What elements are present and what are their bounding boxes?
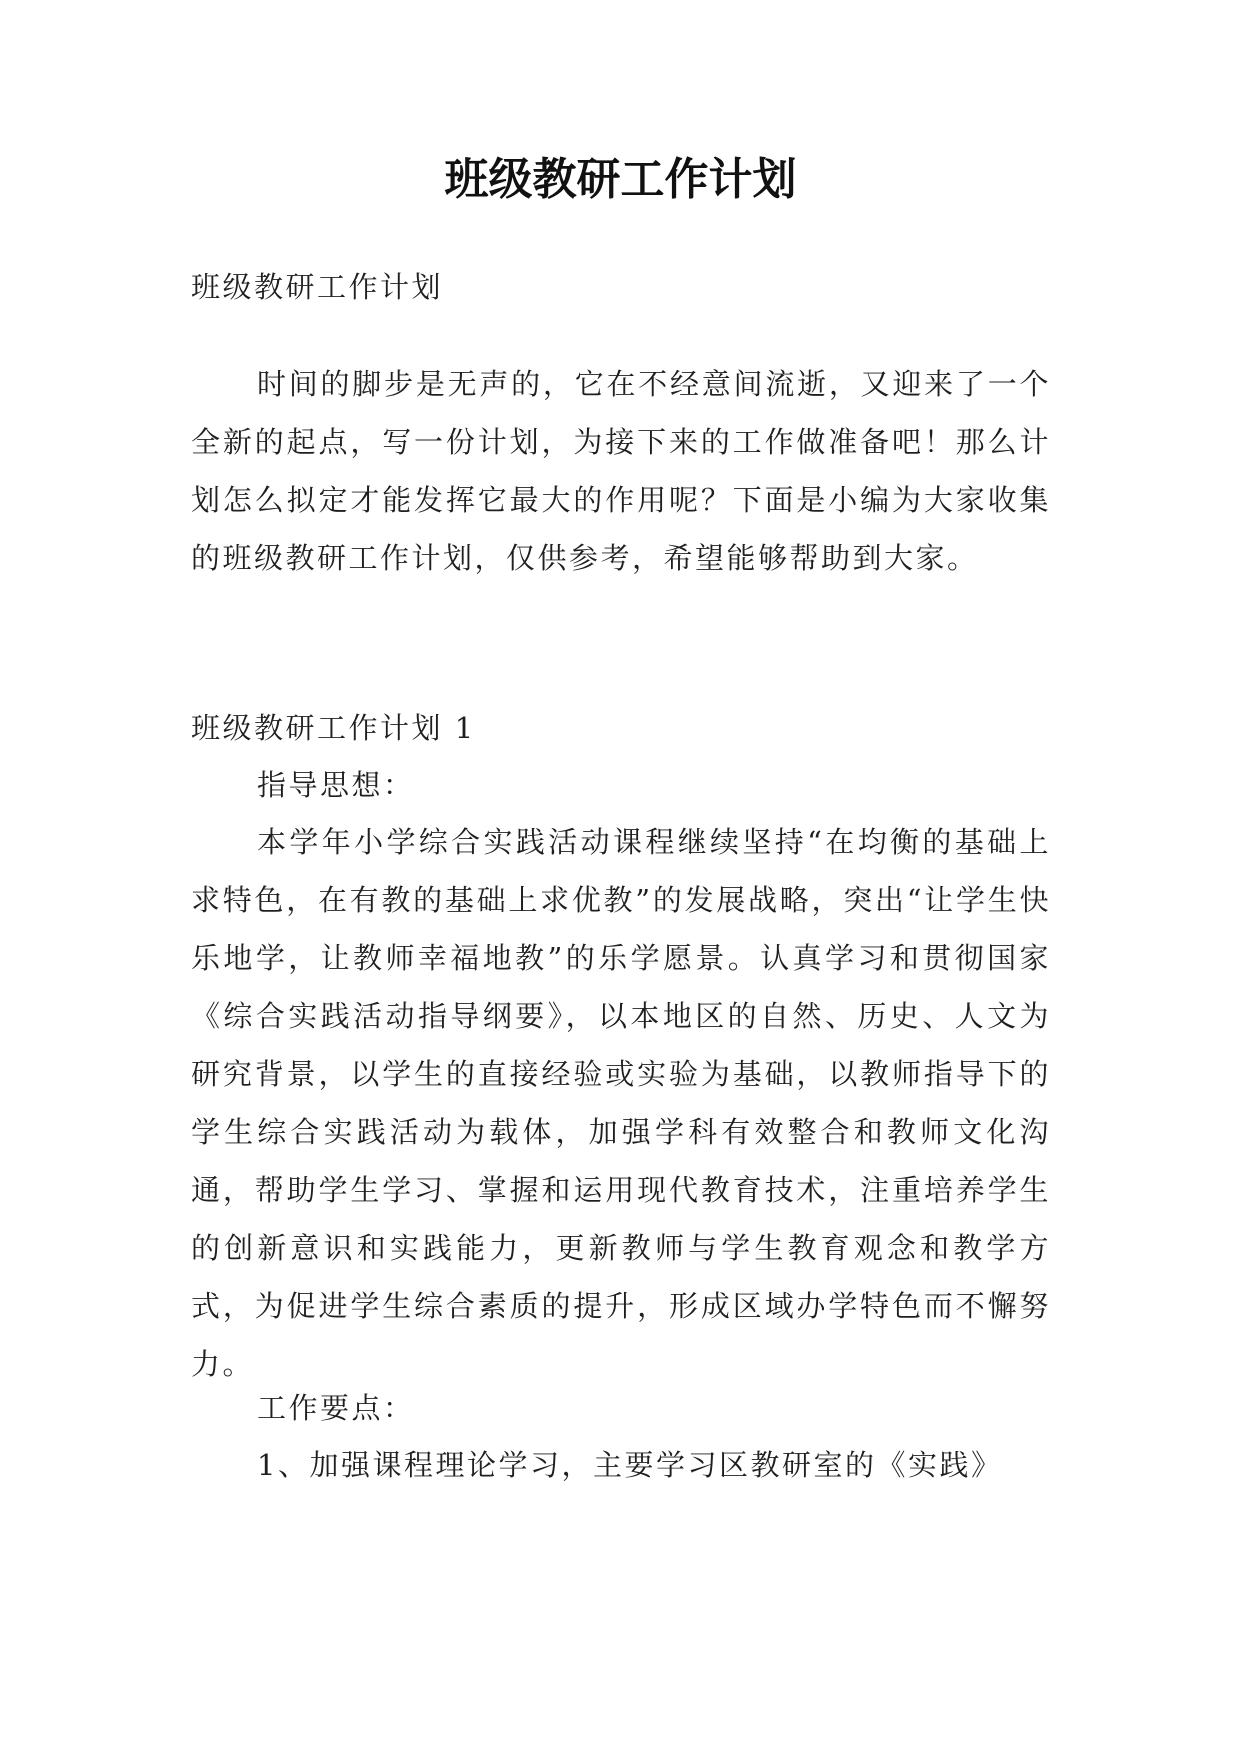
key-points-heading: 工作要点：	[257, 1391, 415, 1425]
guiding-paragraph: 本学年小学综合实践活动课程继续坚持“在均衡的基础上求特色，在有教的基础上求优教”的发展战略，突出“让学生快乐地学，让教师幸福地教”的乐学愿景。认真学习和贯彻国家《综合实践活动指导纲要》，以本地区的自然、历史、人文为研究背景，以学生的直接经验或实验为基础，以教师指导下的学生综合实践活动为载体，加强学科有效整合和教师文化沟通，帮助学生学习、掌握和运用现代教育技术，注重培养学生的创新意识和实践能力，更新教师与学生教育观念和教学方式，为促进学生综合素质的提升，形成区域办学特色而不懈努力。	[191, 825, 1051, 1381]
section-heading-1: 班级教研工作计划 1	[191, 711, 476, 745]
document-title: 班级教研工作计划	[444, 154, 797, 205]
document-subtitle: 班级教研工作计划	[191, 270, 444, 304]
intro-paragraph: 时间的脚步是无声的，它在不经意间流逝，又迎来了一个全新的起点，写一份计划，为接下来的工作做准备吧！那么计划怎么拟定才能发挥它最大的作用呢？下面是小编为大家收集的班级教研工作计划，仅供参考，希望能够帮助到大家。	[191, 367, 1051, 575]
key-point-1: 1、加强课程理论学习，主要学习区教研室的《实践》	[257, 1448, 1003, 1482]
guiding-heading: 指导思想：	[257, 768, 415, 802]
